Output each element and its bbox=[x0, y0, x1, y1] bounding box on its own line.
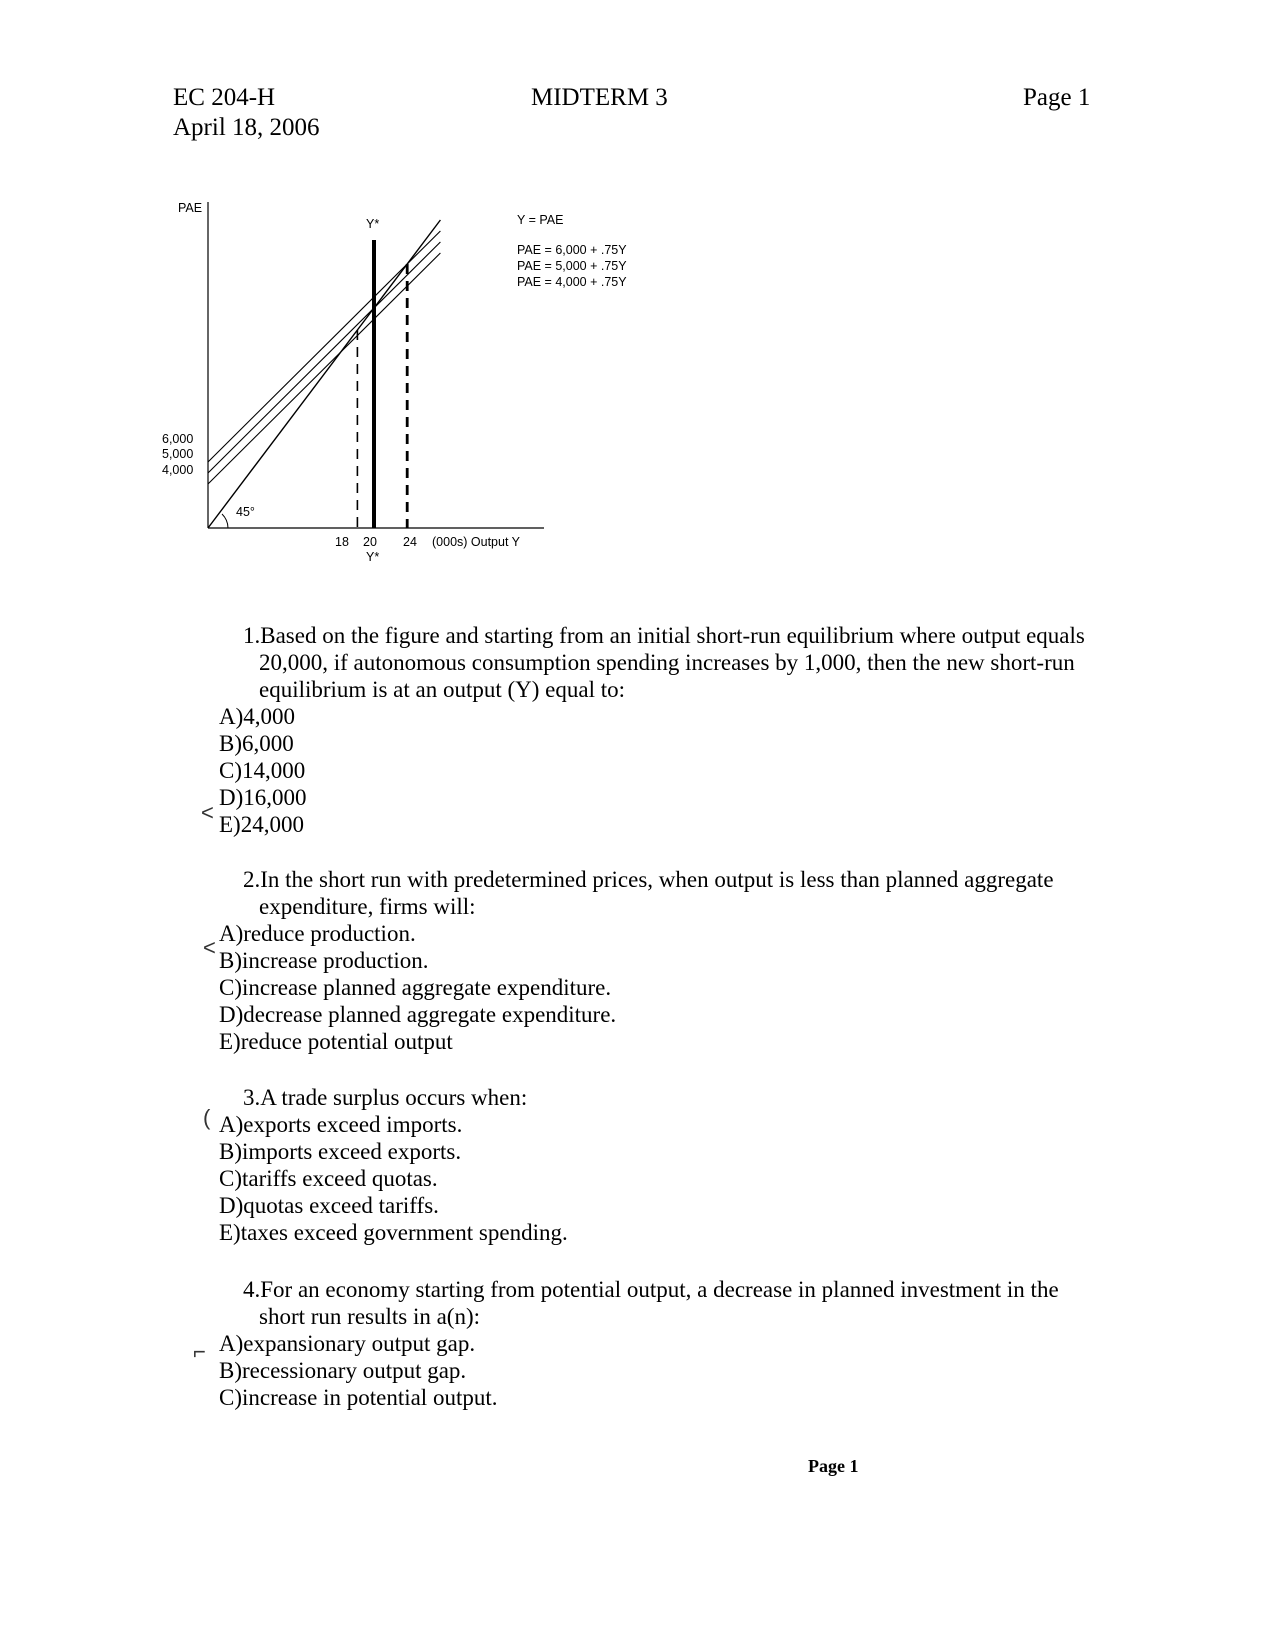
answer-option: D)decrease planned aggregate expenditure. bbox=[219, 1002, 617, 1027]
potential-output-label: Y* bbox=[366, 217, 380, 231]
question-1 bbox=[0, 622, 1280, 838]
answer-option: D)16,000 bbox=[219, 785, 307, 810]
answer-option: B)6,000 bbox=[219, 731, 294, 756]
x-tick-label: 20 bbox=[363, 535, 377, 549]
y-tick-label: 4,000 bbox=[162, 463, 194, 477]
answer-option: B)recessionary output gap. bbox=[219, 1358, 467, 1383]
angle-label: 45° bbox=[236, 505, 255, 519]
x-tick-label: 18 bbox=[335, 535, 349, 549]
answer-check-mark: < bbox=[201, 800, 214, 825]
pae-figure bbox=[160, 200, 720, 600]
answer-option: E)taxes exceed government spending. bbox=[219, 1220, 568, 1245]
answer-option: A)4,000 bbox=[219, 704, 296, 729]
exam-date: April 18, 2006 bbox=[173, 114, 320, 141]
answer-option: C)tariffs exceed quotas. bbox=[219, 1166, 438, 1191]
pae-line-6000 bbox=[208, 231, 440, 462]
page-number-top: Page 1 bbox=[1023, 84, 1091, 111]
question-stem: 1.Based on the figure and starting from an initial short-run equilibrium where output equals 20,000, if autonomous consumption spending increases by 1,000, then the new short-run equilibrium is at an output (Y) equal to: bbox=[243, 623, 1085, 702]
course-code: EC 204-H bbox=[173, 84, 276, 111]
y-tick-label: 6,000 bbox=[162, 432, 194, 446]
question-2 bbox=[0, 866, 1280, 1055]
x-tick-sublabel: Y* bbox=[366, 550, 380, 564]
pae-line-5000 bbox=[208, 242, 440, 473]
question-stem: 3.A trade surplus occurs when: bbox=[243, 1085, 528, 1110]
legend-entry-pae-6000: PAE = 6,000 + .75Y bbox=[517, 243, 627, 257]
answer-option: E)24,000 bbox=[219, 812, 304, 837]
y-tick-label: 5,000 bbox=[162, 447, 194, 461]
legend-entry-identity: Y = PAE bbox=[517, 213, 564, 227]
answer-option: D)quotas exceed tariffs. bbox=[219, 1193, 439, 1218]
answer-check-mark: < bbox=[203, 935, 216, 960]
legend-entry-pae-5000: PAE = 5,000 + .75Y bbox=[517, 259, 627, 273]
angle-arc bbox=[222, 514, 228, 528]
question-4 bbox=[0, 1276, 1280, 1411]
exam-title: MIDTERM 3 bbox=[531, 84, 668, 111]
answer-check-mark: ( bbox=[203, 1105, 211, 1130]
answer-option: C)14,000 bbox=[219, 758, 306, 783]
answer-option: C)increase in potential output. bbox=[219, 1385, 498, 1410]
answer-check-mark: ⌐ bbox=[193, 1339, 206, 1364]
pae-chart bbox=[160, 200, 720, 600]
answer-option: C)increase planned aggregate expenditure. bbox=[219, 975, 612, 1000]
x-axis-label: (000s) Output Y bbox=[432, 535, 521, 549]
pae-line-4000 bbox=[208, 253, 440, 484]
answer-option: A)expansionary output gap. bbox=[219, 1331, 476, 1356]
legend-entry-pae-4000: PAE = 4,000 + .75Y bbox=[517, 275, 627, 289]
answer-option: B)imports exceed exports. bbox=[219, 1139, 462, 1164]
answer-option: E)reduce potential output bbox=[219, 1029, 453, 1054]
answer-option: B)increase production. bbox=[219, 948, 429, 973]
answer-option: A)exports exceed imports. bbox=[219, 1112, 463, 1137]
page-number-bottom: Page 1 bbox=[808, 1456, 859, 1476]
answer-option: A)reduce production. bbox=[219, 921, 416, 946]
question-3 bbox=[0, 1084, 1280, 1246]
question-stem: 2.In the short run with predetermined prices, when output is less than planned aggregate expenditure, firms will: bbox=[243, 867, 1054, 919]
y-axis-label: PAE bbox=[178, 201, 203, 215]
x-tick-label: 24 bbox=[403, 535, 417, 549]
question-stem: 4.For an economy starting from potential output, a decrease in planned investment in the short run results in a(n): bbox=[243, 1277, 1059, 1329]
